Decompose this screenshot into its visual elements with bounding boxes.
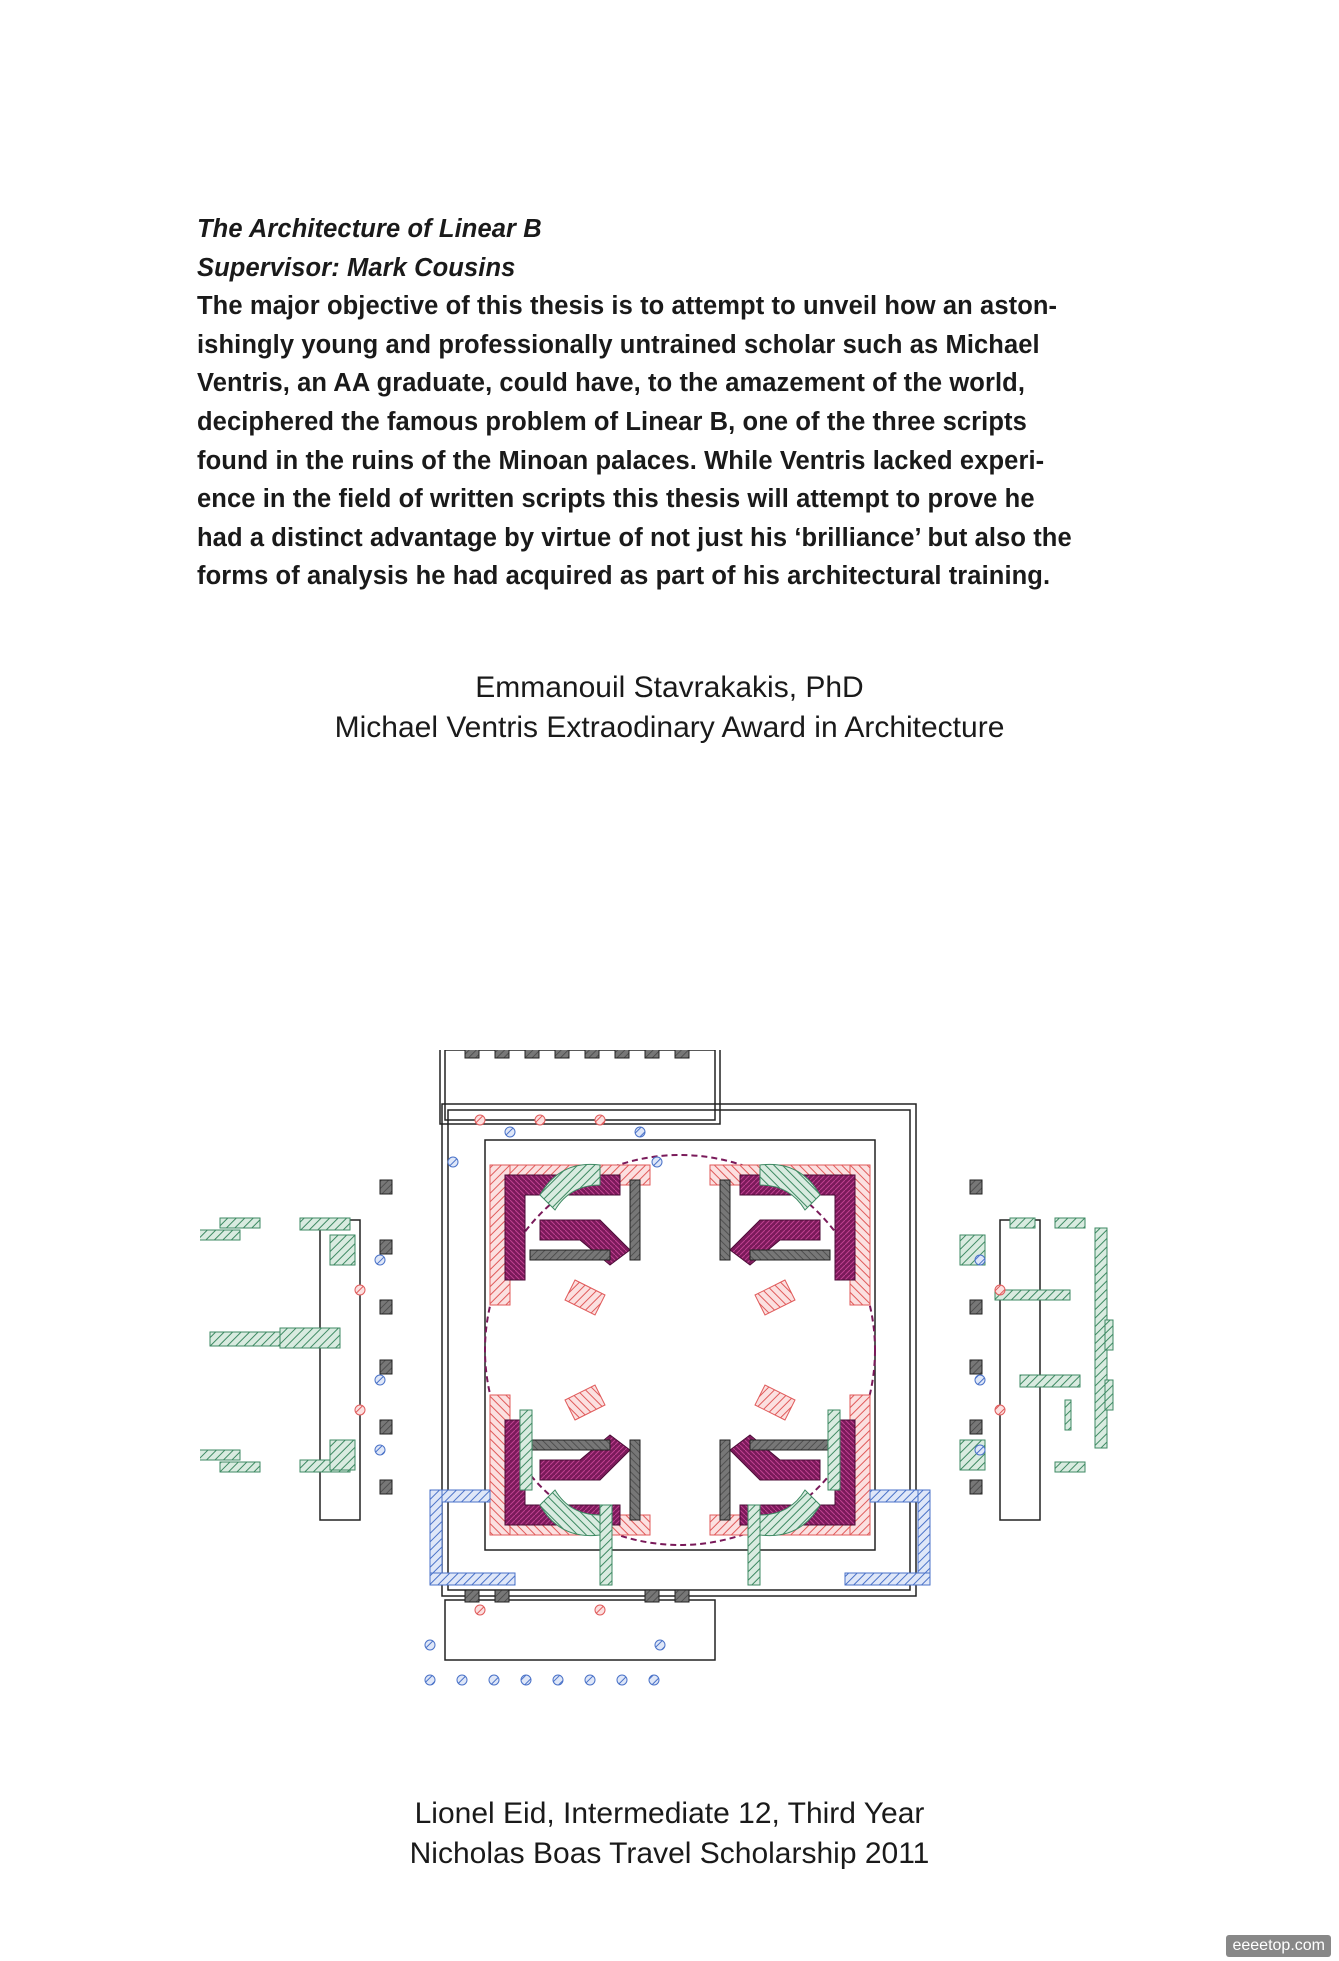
abstract-line: ence in the field of written scripts this thesis will attempt to prove he xyxy=(197,485,1035,514)
award-recipient: Emmanouil Stavrakakis, PhD xyxy=(475,671,864,704)
abstract-line: had a distinct advantage by virtue of not just his ‘brilliance’ but also the xyxy=(197,523,1072,552)
abstract-line: forms of analysis he had acquired as part of his architectural training. xyxy=(197,562,1051,591)
watermark-logo: eeeetop.com xyxy=(1226,1935,1331,1957)
abstract-line: Ventris, an AA graduate, could have, to the amazement of the world, xyxy=(197,369,1026,398)
thesis-title: The Architecture of Linear B xyxy=(197,215,542,243)
scholarship-title: Nicholas Boas Travel Scholarship 2011 xyxy=(409,1837,930,1870)
author-name: Lionel Eid, Intermediate 12, Third Year xyxy=(414,1797,925,1830)
supervisor: Supervisor: Mark Cousins xyxy=(197,253,516,282)
award-title: Michael Ventris Extraodinary Award in Architecture xyxy=(334,711,1005,744)
credit-block xyxy=(0,1794,1339,1874)
award-block xyxy=(0,668,1339,748)
abstract-line: found in the ruins of the Minoan palaces. While Ventris lacked experi- xyxy=(197,446,1045,475)
architectural-plan-drawing xyxy=(200,1050,1160,1700)
abstract-line: deciphered the famous problem of Linear B, one of the three scripts xyxy=(197,407,1027,436)
abstract-line: ishingly young and professionally untrained scholar such as Michael xyxy=(197,330,1040,359)
abstract-block xyxy=(197,210,1167,596)
abstract-line: The major objective of this thesis is to attempt to unveil how an aston- xyxy=(197,292,1058,321)
